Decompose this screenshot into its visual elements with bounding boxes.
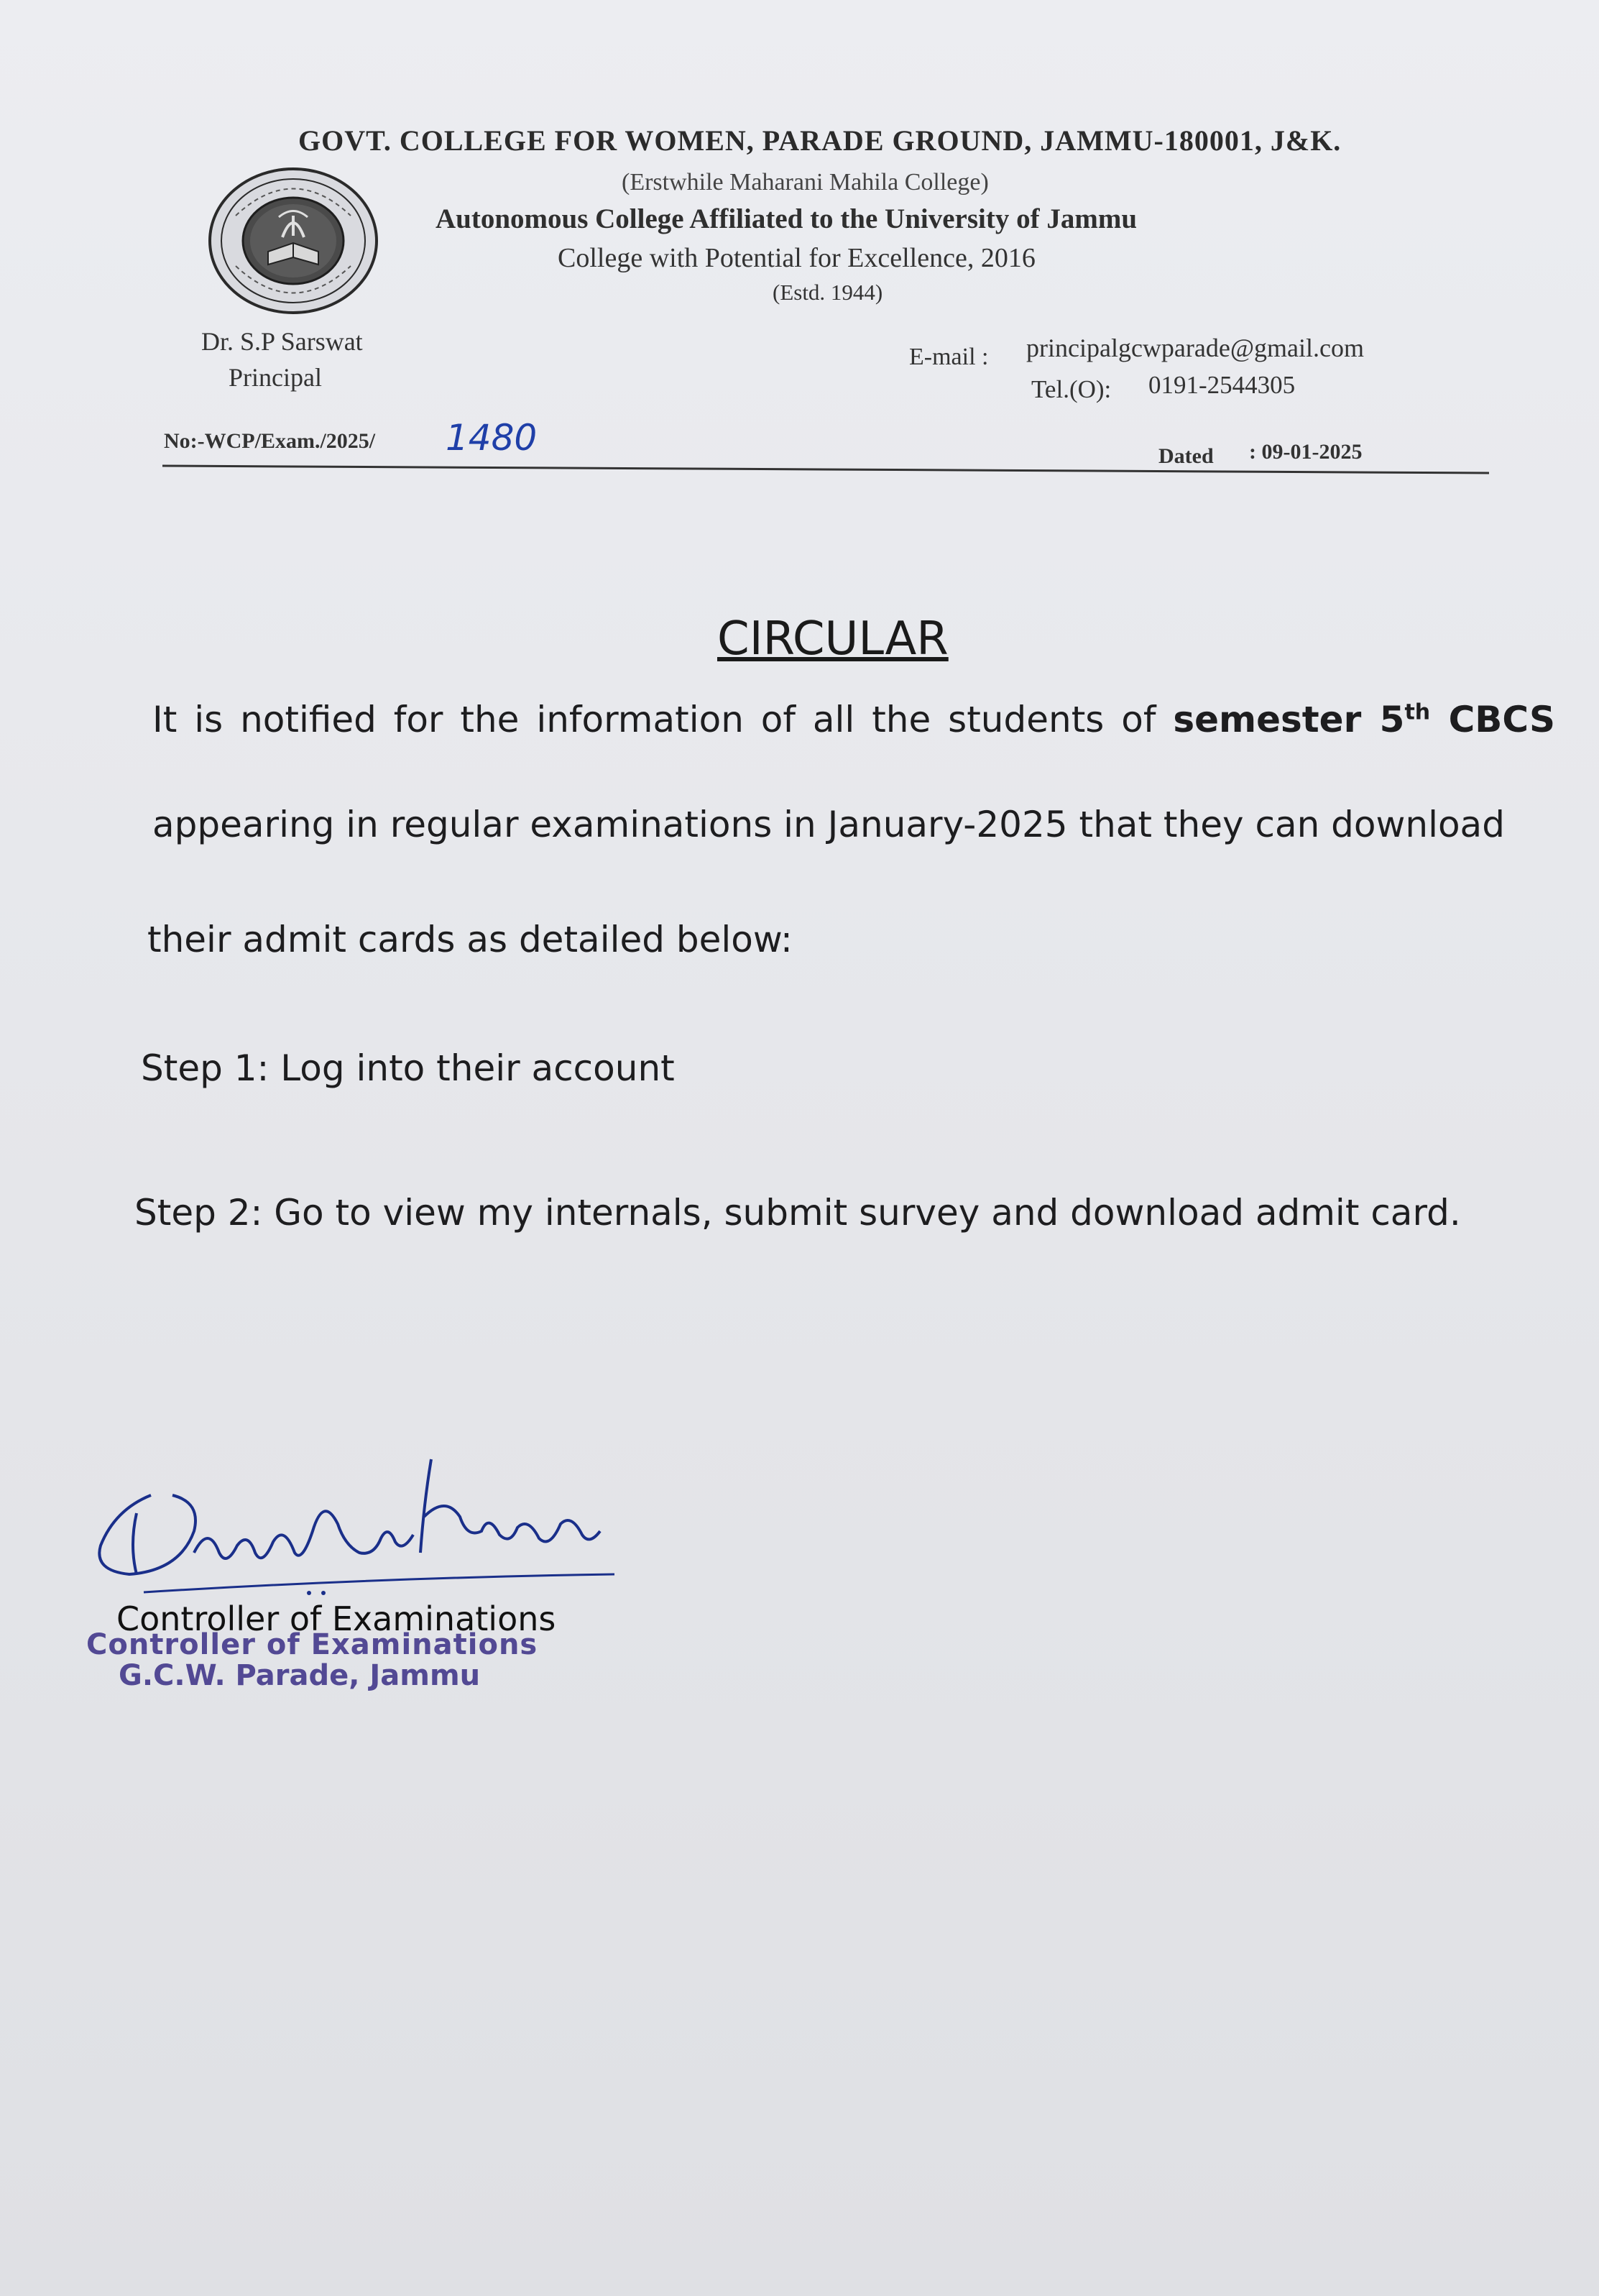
email-address: principalgcwparade@gmail.com: [1026, 334, 1364, 362]
established-year: (Estd. 1944): [773, 280, 883, 305]
telephone-number: 0191-2544305: [1148, 371, 1296, 399]
erstwhile-name: (Erstwhile Maharani Mahila College): [622, 169, 989, 196]
step-1: Step 1: Log into their account: [141, 1047, 675, 1089]
college-name: GOVT. COLLEGE FOR WOMEN, PARADE GROUND, JAMMU-180001, J&K.: [298, 124, 1342, 157]
cbcs-text: CBCS: [1430, 699, 1556, 740]
dated-label: Dated: [1158, 444, 1214, 468]
paragraph-line-1-text: It is notified for the information of all the students of: [152, 699, 1174, 740]
stamp-designation: Controller of Examinations: [86, 1628, 538, 1661]
email-label: E-mail :: [909, 344, 989, 370]
dated-value: : 09-01-2025: [1249, 440, 1363, 464]
circular-title: CIRCULAR: [717, 612, 949, 666]
semester-text: semester 5: [1173, 699, 1405, 740]
principal-title: Principal: [229, 363, 322, 392]
controller-designation: Controller of Examinations: [116, 1599, 556, 1638]
paragraph-line-2: appearing in regular examinations in January-2025 that they can download: [152, 804, 1505, 845]
principal-name: Dr. S.P Sarswat: [201, 327, 363, 356]
header-divider: [162, 460, 1489, 489]
step-2: Step 2: Go to view my internals, submit survey and download admit card.: [134, 1192, 1461, 1234]
signature-image: [86, 1445, 632, 1610]
autonomous-status: Autonomous College Affiliated to the University of Jammu: [436, 203, 1138, 234]
college-seal-icon: [207, 165, 379, 316]
paragraph-line-1: [152, 699, 1555, 740]
reference-number-handwritten: 1480: [446, 417, 538, 459]
paragraph-line-3: their admit cards as detailed below:: [147, 919, 793, 960]
reference-number-prefix: No:-WCP/Exam./2025/: [164, 429, 376, 453]
semester-superscript: th: [1404, 699, 1431, 725]
excellence-status: College with Potential for Excellence, 2016: [558, 243, 1036, 273]
telephone-label: Tel.(O):: [1031, 375, 1112, 403]
stamp-college: G.C.W. Parade, Jammu: [119, 1659, 481, 1692]
